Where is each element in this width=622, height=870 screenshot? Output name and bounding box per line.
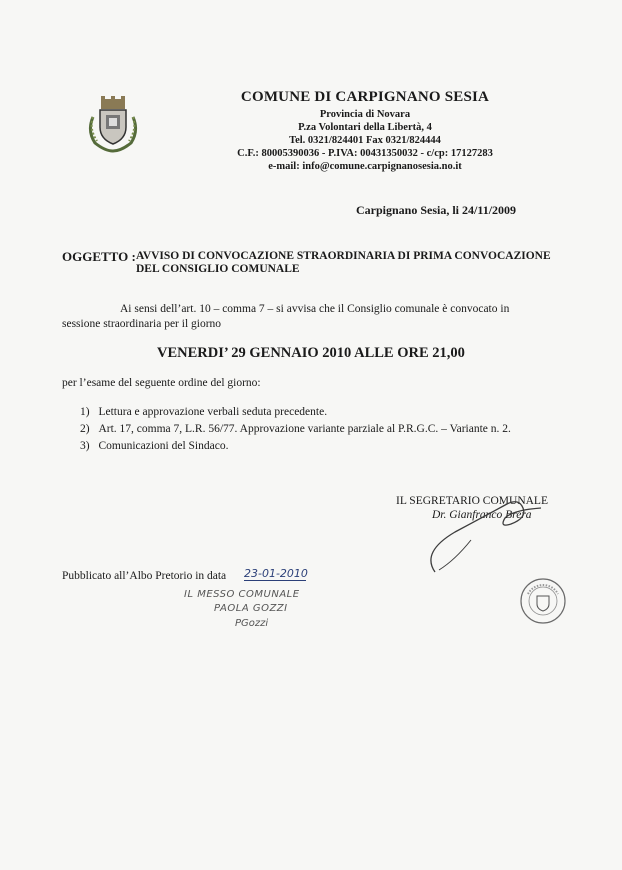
secretary-role: IL SEGRETARIO COMUNALE xyxy=(396,495,548,507)
agenda-item xyxy=(80,406,580,423)
coat-of-arms-icon xyxy=(85,95,141,153)
subject-line-2: DEL CONSIGLIO COMUNALE xyxy=(136,263,300,275)
header-province: Provincia di Novara xyxy=(319,109,411,120)
agenda-item xyxy=(80,423,580,440)
publication-date: 23-01-2010 xyxy=(244,567,308,580)
agenda-item-number: 2) xyxy=(80,423,90,435)
subject-label: OGGETTO : xyxy=(62,249,136,264)
header-email: e-mail: info@comune.carpignanosesia.no.it xyxy=(268,161,462,172)
subject-line-1: AVVISO DI CONVOCAZIONE STRAORDINARIA DI PRIMA CONVOCAZIONE xyxy=(136,250,551,262)
agenda-item xyxy=(80,440,580,457)
agenda-list xyxy=(80,406,580,457)
header-address: P.za Volontari della Libertà, 4 xyxy=(298,122,432,133)
agenda-intro: per l’esame del seguente ordine del giorno: xyxy=(62,377,261,389)
agenda-item-number: 1) xyxy=(80,406,90,418)
agenda-item-text: Art. 17, comma 7, L.R. 56/77. Approvazione variante parziale al P.R.G.C. – Variante n. 2. xyxy=(98,423,511,435)
secretary-name: Dr. Gianfranco Brera xyxy=(432,509,532,521)
agenda-item-text: Lettura e approvazione verbali seduta precedente. xyxy=(98,406,328,418)
messo-signature: PGozzi xyxy=(235,618,269,629)
body-paragraph-line-2: sessione straordinaria per il giorno xyxy=(62,318,222,330)
agenda-item-number: 3) xyxy=(80,440,90,452)
body-paragraph-line-1: Ai sensi dell’art. 10 – comma 7 – si avvisa che il Consiglio comunale è convocato in xyxy=(120,303,510,315)
date-line: Carpignano Sesia, li 24/11/2009 xyxy=(356,203,517,217)
official-stamp-icon xyxy=(518,576,568,626)
messo-name: PAOLA GOZZI xyxy=(214,603,288,614)
messo-title: IL MESSO COMUNALE xyxy=(184,589,300,600)
meeting-datetime: VENERDI’ 29 GENNAIO 2010 ALLE ORE 21,00 xyxy=(157,345,465,361)
publication-label: Pubblicato all’Albo Pretorio in data xyxy=(62,570,227,582)
municipality-title: COMUNE DI CARPIGNANO SESIA xyxy=(240,89,490,105)
header-fiscal: C.F.: 80005390036 - P.IVA: 00431350032 - c/cp: 17127283 xyxy=(237,148,493,159)
header-phone: Tel. 0321/824401 Fax 0321/824444 xyxy=(289,135,441,146)
secretary-signature-icon xyxy=(415,490,565,580)
agenda-item-text: Comunicazioni del Sindaco. xyxy=(98,440,229,452)
